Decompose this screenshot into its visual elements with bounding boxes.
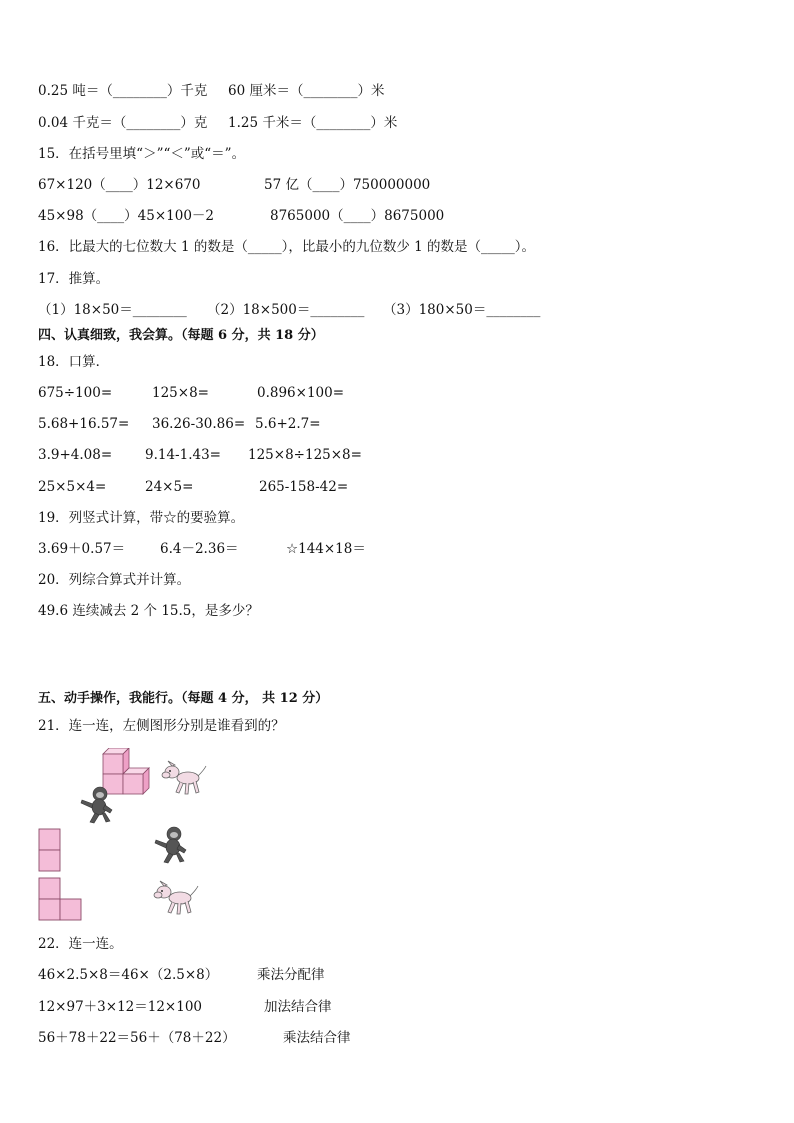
front-view-figure-l-shape bbox=[38, 877, 84, 921]
q18-r4c2: 24×5= bbox=[145, 479, 194, 495]
q17-item-2: （2）18×500＝________ bbox=[207, 302, 365, 318]
conversion-1.25km: 1.25 千米＝（________）米 bbox=[228, 115, 398, 131]
q18-r1c3: 0.896×100= bbox=[257, 385, 345, 401]
q15-compare-2: 57 亿（____）750000000 bbox=[264, 177, 431, 193]
q22-equation-2: 12×97＋3×12＝12×100 bbox=[38, 999, 203, 1015]
q19-item-1: 3.69＋0.57＝ bbox=[38, 541, 126, 557]
q18-r2c3: 5.6+2.7= bbox=[255, 416, 321, 432]
q15-compare-4: 8765000（____）8675000 bbox=[270, 208, 445, 224]
q22-law-3: 乘法结合律 bbox=[283, 1030, 351, 1046]
conversion-0.25t: 0.25 吨＝（________）千克 bbox=[38, 83, 208, 99]
monkey-icon-option bbox=[152, 826, 192, 864]
q18-r1c2: 125×8= bbox=[152, 385, 209, 401]
q18-title: 18．口算． bbox=[38, 354, 110, 370]
section-5-heading: 五、动手操作，我能行。（每题 4 分， 共 12 分） bbox=[38, 691, 329, 706]
q18-r3c3: 125×8÷125×8= bbox=[248, 447, 362, 463]
q22-equation-1: 46×2.5×8＝46×（2.5×8） bbox=[38, 967, 219, 983]
q19-item-2: 6.4－2.36＝ bbox=[160, 541, 239, 557]
q18-r3c1: 3.9+4.08= bbox=[38, 447, 113, 463]
dog-icon bbox=[158, 760, 208, 798]
q18-r1c1: 675÷100= bbox=[38, 385, 113, 401]
conversion-0.04kg: 0.04 千克＝（________）克 bbox=[38, 115, 208, 131]
q15-compare-3: 45×98（____）45×100－2 bbox=[38, 208, 215, 224]
q18-r2c1: 5.68+16.57= bbox=[38, 416, 130, 432]
q22-law-2: 加法结合律 bbox=[264, 999, 332, 1015]
q22-title: 22．连一连。 bbox=[38, 936, 123, 952]
q19-title: 19．列竖式计算，带☆的要验算。 bbox=[38, 510, 245, 526]
q18-r2c2: 36.26-30.86= bbox=[152, 416, 246, 432]
q15-compare-1: 67×120（____）12×670 bbox=[38, 177, 201, 193]
dog-icon-option bbox=[150, 880, 200, 918]
q20-text: 49.6 连续减去 2 个 15.5，是多少？ bbox=[38, 603, 259, 619]
section-4-heading: 四、认真细致，我会算。（每题 6 分，共 18 分） bbox=[38, 328, 324, 343]
q20-title: 20．列综合算式并计算。 bbox=[38, 572, 191, 588]
q15-title: 15．在括号里填“＞”“＜”或“＝”。 bbox=[38, 146, 246, 162]
q21-title: 21．连一连，左侧图形分别是谁看到的？ bbox=[38, 718, 285, 734]
conversion-60cm: 60 厘米＝（________）米 bbox=[228, 83, 385, 99]
q19-item-3: ☆144×18＝ bbox=[286, 541, 366, 557]
q16-text: 16．比最大的七位数大 1 的数是（_____），比最小的九位数少 1 的数是（_____）。 bbox=[38, 239, 536, 255]
q17-title: 17．推算。 bbox=[38, 271, 110, 287]
q17-item-3: （3）180×50＝________ bbox=[383, 302, 541, 318]
q18-r3c2: 9.14-1.43= bbox=[145, 447, 221, 463]
q22-equation-3: 56＋78＋22＝56＋（78＋22） bbox=[38, 1030, 236, 1046]
q22-law-1: 乘法分配律 bbox=[257, 967, 325, 983]
q18-r4c1: 25×5×4= bbox=[38, 479, 107, 495]
front-view-figure-two-squares bbox=[38, 828, 62, 872]
monkey-icon bbox=[78, 786, 118, 824]
q18-r4c3: 265-158-42= bbox=[259, 479, 349, 495]
q17-item-1: （1）18×50＝________ bbox=[38, 302, 187, 318]
